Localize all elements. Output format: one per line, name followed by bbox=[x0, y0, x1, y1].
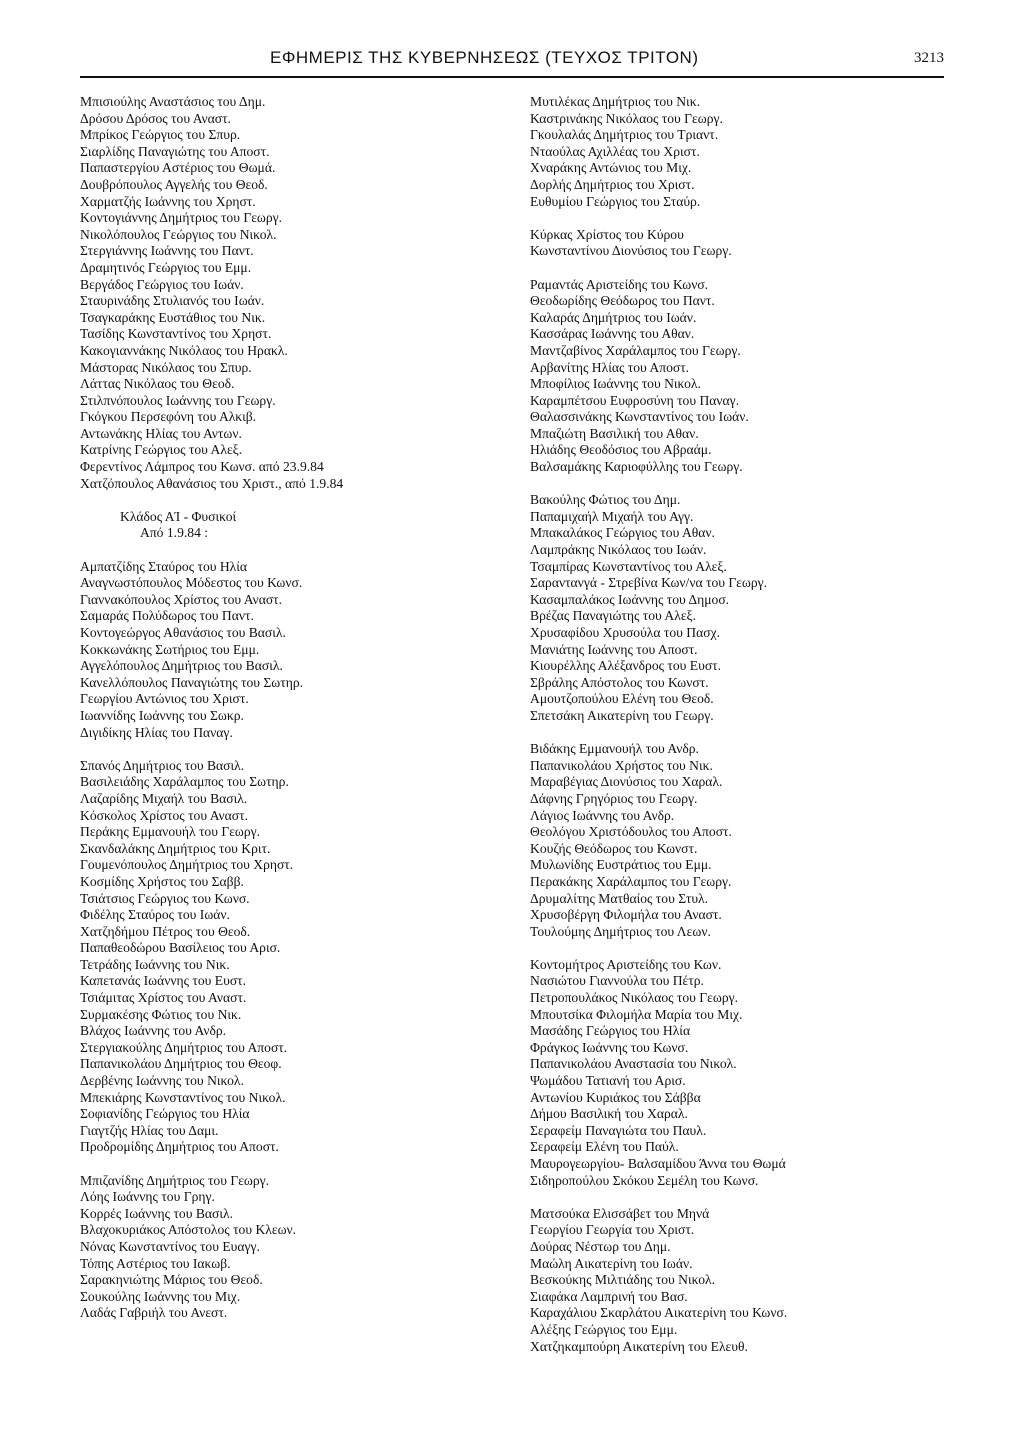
list-item: Γεωργίου Αντώνιος του Χριστ. bbox=[80, 691, 249, 707]
list-item: Μπακαλάκος Γεώργιος του Αθαν. bbox=[530, 525, 715, 541]
list-item: Ευθυμίου Γεώργιος του Σταύρ. bbox=[530, 193, 701, 209]
list-item: Σοφιανίδης Γεώργιος του Ηλία bbox=[80, 1106, 250, 1122]
list-item: Κόσκολος Χρίστος του Αναστ. bbox=[80, 807, 248, 823]
list-item: Χρυσαφίδου Χρυσούλα του Πασχ. bbox=[530, 625, 721, 640]
list-item: Σαραντανγά - Στρεβίνα Κων/να του Γεωργ. bbox=[530, 575, 768, 591]
list-item: Τουλούμης Δημήτριος του Λεων. bbox=[530, 923, 711, 939]
name-list bbox=[530, 94, 960, 210]
list-item: Μαραβέγιας Διονύσιος του Χαραλ. bbox=[530, 774, 723, 790]
list-item: Ψωμάδου Τατιανή του Αρισ. bbox=[530, 1073, 686, 1089]
list-item: Παπανικολάου Δημήτριος του Θεοφ. bbox=[80, 1056, 282, 1072]
list-item: Θεοδωρίδης Θεόδωρος του Παντ. bbox=[530, 293, 715, 309]
list-item: Τσιάμιτας Χρίστος του Αναστ. bbox=[80, 990, 247, 1006]
list-item: Προδρομίδης Δημήτριος του Αποστ. bbox=[80, 1139, 279, 1155]
list-item: Φερεντίνος Λάμπρος του Κωνσ. από 23.9.84 bbox=[80, 459, 324, 475]
list-item: Δήμου Βασιλική του Χαραλ. bbox=[530, 1106, 688, 1122]
list-item: Μπεκιάρης Κωνσταντίνος του Νικολ. bbox=[80, 1089, 286, 1105]
list-item: Βαλσαμάκης Καριοφύλλης του Γεωργ. bbox=[530, 459, 743, 475]
list-item: Σιαρλίδης Παναγιώτης του Αποστ. bbox=[80, 143, 270, 159]
list-item: Δουβρόπουλος Αγγελής του Θεοδ. bbox=[80, 176, 268, 192]
list-item: Αγγελόπουλος Δημήτριος του Βασιλ. bbox=[80, 658, 283, 674]
page-header bbox=[80, 46, 944, 78]
list-item: Παπαθεοδώρου Βασίλειος του Αρισ. bbox=[80, 940, 281, 956]
list-item: Χαρματζής Ιωάννης του Χρηστ. bbox=[80, 193, 256, 209]
list-item: Τασίδης Κωνσταντίνος του Χρηστ. bbox=[80, 326, 272, 342]
list-item: Μπαζιώτη Βασιλική του Αθαν. bbox=[530, 425, 699, 441]
list-item: Στεργιάννης Ιωάννης του Παντ. bbox=[80, 243, 254, 259]
list-item: Χρυσοβέργη Φιλομήλα του Αναστ. bbox=[530, 907, 722, 923]
list-item: Γιαννακόπουλος Χρίστος του Αναστ. bbox=[80, 591, 283, 607]
list-item: Βλαχοκυριάκος Απόστολος του Κλεων. bbox=[80, 1222, 297, 1238]
list-item: Σβράλης Απόστολος του Κωνστ. bbox=[530, 674, 709, 690]
list-item: Κουζής Θεόδωρος του Κωνστ. bbox=[530, 840, 698, 856]
list-item: Γκουλαλάς Δημήτριος του Τριαντ. bbox=[530, 127, 719, 143]
list-item: Παπανικολάου Χρήστος του Νικ. bbox=[530, 757, 713, 773]
list-item: Μανιάτης Ιωάννης του Αποστ. bbox=[530, 641, 698, 657]
list-item: Σεραφείμ Παναγιώτα του Παυλ. bbox=[530, 1122, 707, 1138]
list-item: Σαρακηνιώτης Μάριος του Θεοδ. bbox=[80, 1272, 263, 1288]
left-column bbox=[80, 94, 490, 1322]
list-item: Κοκκωνάκης Σωτήριος του Εμμ. bbox=[80, 641, 260, 657]
list-item: Λαδάς Γαβριήλ του Ανεστ. bbox=[80, 1305, 228, 1321]
name-list bbox=[530, 277, 960, 476]
name-list bbox=[80, 94, 490, 492]
list-item: Κωνσταντίνου Διονύσιος του Γεωργ. bbox=[530, 243, 732, 259]
list-item: Στιλπνόπουλος Ιωάννης του Γεωργ. bbox=[80, 392, 276, 408]
spacer bbox=[530, 725, 960, 742]
list-item: Κορρές Ιωάννης του Βασιλ. bbox=[80, 1205, 234, 1221]
list-item: Περακάκης Χαράλαμπος του Γεωργ. bbox=[530, 873, 732, 889]
list-item: Δορλής Δημήτριος του Χριστ. bbox=[530, 176, 695, 192]
list-item: Γκόγκου Περσεφόνη του Αλκιβ. bbox=[80, 409, 257, 425]
list-item: Μαυρογεωργίου- Βαλσαμίδου Άννα του Θωμά bbox=[530, 1156, 786, 1171]
name-list bbox=[530, 227, 960, 260]
list-item: Μυλωνίδης Ευστράτιος του Εμμ. bbox=[530, 857, 712, 873]
list-item: Λαμπράκης Νικόλαος του Ιωάν. bbox=[530, 542, 707, 558]
list-item: Σπανός Δημήτριος του Βασιλ. bbox=[80, 757, 245, 773]
list-item: Βασιλειάδης Χαράλαμπος του Σωτηρ. bbox=[80, 774, 289, 790]
list-item: Θεολόγου Χριστόδουλος του Αποστ. bbox=[530, 824, 732, 840]
list-item: Τετράδης Ιωάννης του Νικ. bbox=[80, 956, 230, 972]
list-item: Λαζαρίδης Μιχαήλ του Βασιλ. bbox=[80, 790, 248, 806]
list-item: Τόπης Αστέριος του Ιακωβ. bbox=[80, 1255, 231, 1271]
list-item: Γιαγτζής Ηλίας του Δαμι. bbox=[80, 1122, 219, 1138]
list-item: Νικολόπουλος Γεώργιος του Νικολ. bbox=[80, 226, 277, 242]
section-title: Κλάδος ΑΊ - Φυσικοί bbox=[120, 508, 237, 524]
list-item: Θαλασσινάκης Κωνσταντίνος του Ιωάν. bbox=[530, 409, 749, 425]
list-item: Κιουρέλλης Αλέξανδρος του Ευστ. bbox=[530, 658, 722, 674]
spacer bbox=[80, 741, 490, 758]
list-item: Βλάχος Ιωάννης του Ανδρ. bbox=[80, 1023, 227, 1039]
list-item: Αμουτζοπούλου Ελένη του Θεοδ. bbox=[530, 691, 714, 707]
list-item: Κατρίνης Γεώργιος του Αλεξ. bbox=[80, 442, 243, 458]
list-item: Χατζηδήμου Πέτρος του Θεοδ. bbox=[80, 923, 251, 939]
list-item: Διγιδίκης Ηλίας του Παναγ. bbox=[80, 724, 233, 740]
list-item: Βακούλης Φώτιος του Δημ. bbox=[530, 492, 681, 508]
page-number: 3213 bbox=[914, 50, 944, 66]
list-item: Χναράκης Αντώνιος του Μιχ. bbox=[530, 160, 692, 176]
list-item: Φράγκος Ιωάννης του Κωνσ. bbox=[530, 1039, 689, 1055]
list-item: Καπετανάς Ιωάννης του Ευστ. bbox=[80, 973, 247, 989]
list-item: Σιαφάκα Λαμπρινή του Βασ. bbox=[530, 1288, 688, 1304]
list-item: Νταούλας Αχιλλέας του Χριστ. bbox=[530, 143, 700, 159]
list-item: Σιδηροπούλου Σκόκου Σεμέλη του Κωνσ. bbox=[530, 1172, 759, 1188]
list-item: Τσαμπίρας Κωνσταντίνος του Αλεξ. bbox=[530, 558, 727, 574]
list-item: Καλαράς Δημήτριος του Ιωάν. bbox=[530, 309, 697, 325]
list-item: Σπετσάκη Αικατερίνη του Γεωργ. bbox=[530, 707, 714, 723]
list-item: Νασιώτου Γιαννούλα του Πέτρ. bbox=[530, 973, 704, 989]
list-item: Σαμαράς Πολύδωρος του Παντ. bbox=[80, 608, 254, 624]
list-item: Κανελλόπουλος Παναγιώτης του Σωτηρ. bbox=[80, 674, 304, 690]
list-item: Παπαμιχαήλ Μιχαήλ του Αγγ. bbox=[530, 508, 694, 524]
list-item: Χατζηκαμπούρη Αικατερίνη του Ελευθ. bbox=[530, 1338, 748, 1354]
name-list bbox=[80, 1173, 490, 1322]
list-item: Δρυμαλίτης Ματθαίος του Στυλ. bbox=[530, 890, 709, 906]
list-item: Δραμητινός Γεώργιος του Εμμ. bbox=[80, 259, 252, 275]
list-item: Μασάδης Γεώργιος του Ηλία bbox=[530, 1023, 691, 1039]
list-item: Δάφνης Γρηγόριος του Γεωργ. bbox=[530, 790, 698, 806]
spacer bbox=[80, 542, 490, 559]
right-column bbox=[530, 94, 960, 1355]
list-item: Μπισιούλης Αναστάσιος του Δημ. bbox=[80, 94, 266, 109]
list-item: Φιδέλης Σταύρος του Ιωάν. bbox=[80, 907, 230, 923]
list-item: Σεραφείμ Ελένη του Παύλ. bbox=[530, 1139, 679, 1155]
name-list bbox=[530, 741, 960, 940]
list-item: Μάστορας Νικόλαος του Σπυρ. bbox=[80, 359, 252, 375]
spacer bbox=[530, 260, 960, 277]
list-item: Παπαστεργίου Αστέριος του Θωμά. bbox=[80, 160, 276, 176]
list-item: Πετροπουλάκος Νικόλαος του Γεωργ. bbox=[530, 990, 739, 1006]
list-item: Βρέζας Παναγιώτης του Αλεξ. bbox=[530, 608, 696, 624]
list-item: Μυτιλέκας Δημήτριος του Νικ. bbox=[530, 94, 700, 109]
list-item: Περάκης Εμμανουήλ του Γεωργ. bbox=[80, 824, 261, 840]
list-item: Κοντογιάννης Δημήτριος του Γεωργ. bbox=[80, 210, 283, 226]
spacer bbox=[80, 1156, 490, 1173]
list-item: Αμπατζίδης Σταύρος του Ηλία bbox=[80, 558, 248, 574]
list-item: Νόνας Κωνσταντίνος του Ευαγγ. bbox=[80, 1238, 260, 1254]
list-item: Καραμπέτσου Ευφροσύνη του Παναγ. bbox=[530, 392, 740, 408]
list-item: Αντωνίου Κυριάκος του Σάββα bbox=[530, 1089, 701, 1105]
list-item: Σκανδαλάκης Δημήτριος του Κριτ. bbox=[80, 840, 271, 856]
list-item: Καστρινάκης Νικόλαος του Γεωργ. bbox=[530, 110, 723, 126]
list-item: Λάττας Νικόλαος του Θεοδ. bbox=[80, 376, 235, 392]
list-item: Σταυρινάδης Στυλιανός του Ιωάν. bbox=[80, 293, 265, 309]
list-item: Μποφίλιος Ιωάννης του Νικολ. bbox=[530, 376, 701, 392]
list-item: Αρβανίτης Ηλίας του Αποστ. bbox=[530, 359, 690, 375]
list-item: Αλέξης Γεώργιος του Εμμ. bbox=[530, 1321, 678, 1337]
list-item: Λάγιος Ιωάννης του Ανδρ. bbox=[530, 807, 675, 823]
list-item: Ιωαννίδης Ιωάννης του Σωκρ. bbox=[80, 707, 244, 723]
gazette-title: ΕΦΗΜΕΡΙΣ ΤΗΣ ΚΥΒΕΡΝΗΣΕΩΣ (ΤΕΥΧΟΣ ΤΡΙΤΟΝ) bbox=[270, 48, 699, 67]
list-item: Βεργάδος Γεώργιος του Ιωάν. bbox=[80, 276, 244, 292]
list-item: Μπουτσίκα Φιλομήλα Μαρία του Μιχ. bbox=[530, 1006, 743, 1022]
list-item: Κασαμπαλάκος Ιωάννης του Δημοσ. bbox=[530, 591, 730, 607]
list-item: Δερβένης Ιωάννης του Νικολ. bbox=[80, 1073, 244, 1089]
list-item: Βεσκούκης Μιλτιάδης του Νικολ. bbox=[530, 1272, 715, 1288]
list-item: Δούρας Νέστωρ του Δημ. bbox=[530, 1238, 671, 1254]
list-item: Κοσμίδης Χρήστος του Σαββ. bbox=[80, 873, 244, 889]
list-item: Κασσάρας Ιωάννης του Αθαν. bbox=[530, 326, 695, 342]
list-item: Βιδάκης Εμμανουήλ του Ανδρ. bbox=[530, 741, 699, 757]
list-item: Τσαγκαράκης Ευστάθιος του Νικ. bbox=[80, 309, 266, 325]
list-item: Τσιάτσιος Γεώργιος του Κωνσ. bbox=[80, 890, 250, 906]
list-item: Ηλιάδης Θεοδόσιος του Αβραάμ. bbox=[530, 442, 712, 458]
list-item: Χατζόπουλος Αθανάσιος του Χριστ., από 1.9.84 bbox=[80, 475, 344, 491]
list-item: Συρμακέσης Φώτιος του Νικ. bbox=[80, 1006, 242, 1022]
list-item: Παπανικολάου Αναστασία του Νικολ. bbox=[530, 1056, 737, 1072]
spacer bbox=[530, 1189, 960, 1206]
list-item: Γουμενόπουλος Δημήτριος του Χρηστ. bbox=[80, 857, 294, 873]
name-list bbox=[80, 758, 490, 1156]
list-item: Μαώλη Αικατερίνη του Ιωάν. bbox=[530, 1255, 693, 1271]
list-item: Μαντζαβίνος Χαράλαμπος του Γεωργ. bbox=[530, 342, 741, 358]
list-item: Γεωργίου Γεωργία του Χριστ. bbox=[530, 1222, 695, 1238]
name-list bbox=[80, 559, 490, 742]
list-item: Ματσούκα Ελισσάβετ του Μηνά bbox=[530, 1205, 710, 1221]
list-item: Κακογιαννάκης Νικόλαος του Ηρακλ. bbox=[80, 342, 288, 358]
list-item: Κοντογεώργος Αθανάσιος του Βασιλ. bbox=[80, 625, 286, 640]
list-item: Καραχάλιου Σκαρλάτου Αικατερίνη του Κωνσ. bbox=[530, 1305, 788, 1321]
list-item: Δρόσου Δρόσος του Αναστ. bbox=[80, 110, 231, 126]
name-list bbox=[530, 1206, 960, 1355]
list-item: Λόης Ιωάννης του Γρηγ. bbox=[80, 1189, 215, 1205]
list-item: Αναγνωστόπουλος Μόδεστος του Κωνσ. bbox=[80, 575, 303, 591]
spacer bbox=[530, 940, 960, 957]
list-item: Ραμαντάς Αριστείδης του Κωνσ. bbox=[530, 276, 709, 292]
spacer bbox=[530, 476, 960, 493]
list-item: Μπιζανίδης Δημήτριος του Γεωργ. bbox=[80, 1172, 270, 1188]
list-item: Στεργιακούλης Δημήτριος του Αποστ. bbox=[80, 1039, 288, 1055]
section-date: Από 1.9.84 : bbox=[140, 525, 209, 541]
name-list bbox=[530, 492, 960, 724]
spacer bbox=[530, 210, 960, 227]
spacer bbox=[80, 492, 490, 509]
list-item: Μπρίκος Γεώργιος του Σπυρ. bbox=[80, 127, 241, 143]
list-item: Κοντομήτρος Αριστείδης του Κων. bbox=[530, 956, 722, 972]
list-item: Σουκούλης Ιωάννης του Μιχ. bbox=[80, 1288, 241, 1304]
list-item: Αντωνάκης Ηλίας του Αντων. bbox=[80, 425, 242, 441]
list-item: Κύρκας Χρίστος του Κύρου bbox=[530, 226, 684, 242]
name-list bbox=[530, 957, 960, 1189]
